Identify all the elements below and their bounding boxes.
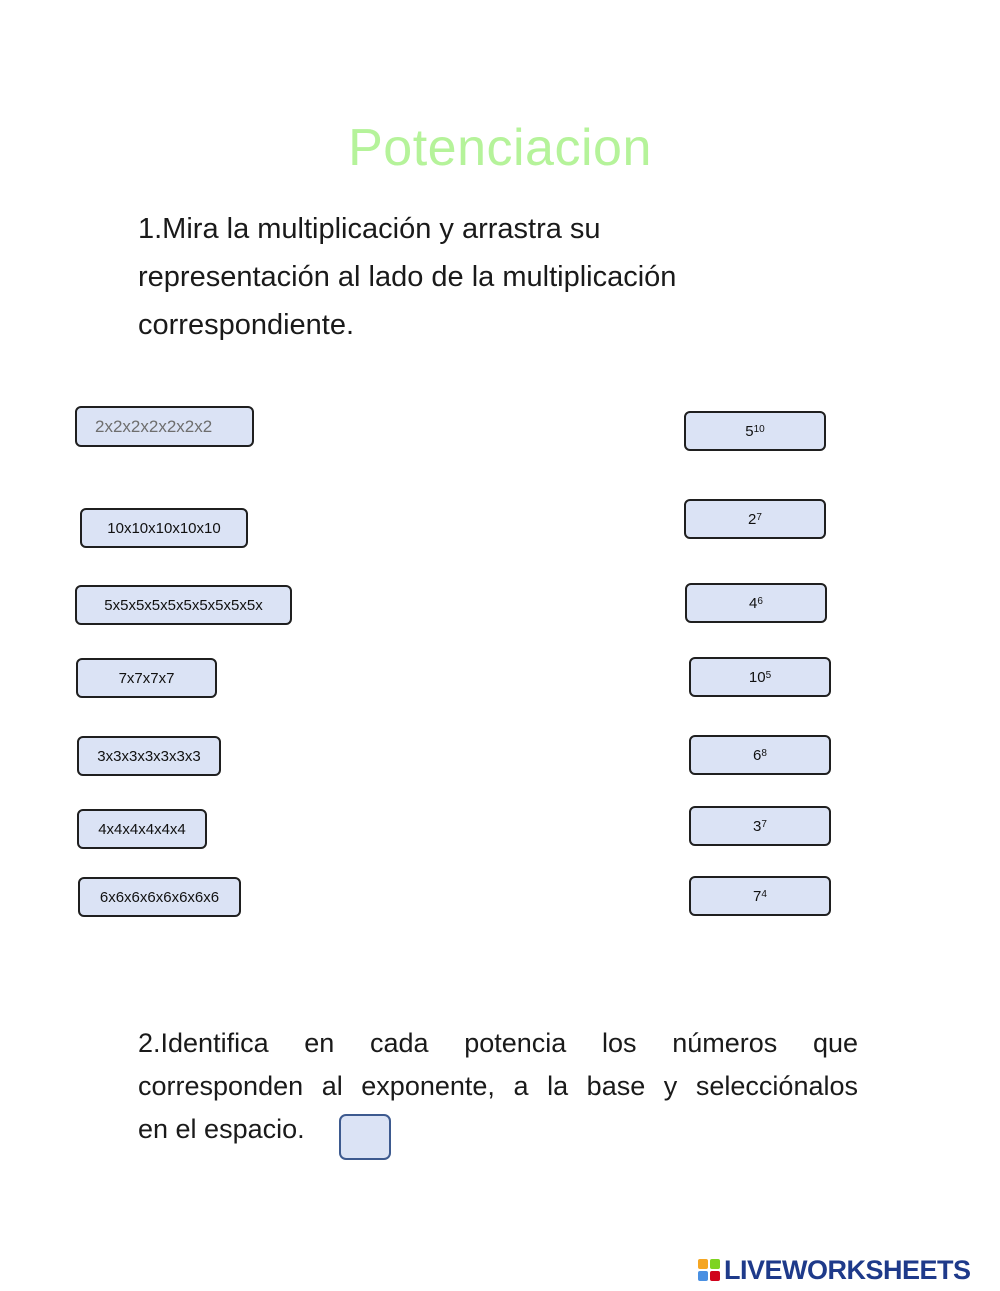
logo-block (698, 1259, 708, 1269)
question-1-line: representación al lado de la multiplicación (138, 261, 677, 293)
multiplication-drag-box[interactable]: 3x3x3x3x3x3x3 (77, 736, 221, 776)
power-base: 2 (748, 510, 757, 528)
logo-block (710, 1259, 720, 1269)
multiplication-drag-box[interactable]: 4x4x4x4x4x4 (77, 809, 207, 849)
power-exponent: 5 (765, 669, 772, 681)
power-drop-box[interactable] (689, 876, 831, 916)
power-base: 7 (753, 887, 762, 905)
power-drop-box[interactable] (684, 411, 826, 451)
question-2-line: 2.Identifica en cada potencia los números que (138, 1028, 858, 1058)
multiplication-drag-box[interactable]: 2x2x2x2x2x2x2 (75, 406, 254, 447)
logo-text: LIVEWORKSHEETS (724, 1254, 971, 1285)
question-2-line: en el espacio. (138, 1114, 305, 1144)
power-exponent: 8 (761, 747, 767, 759)
multiplication-drag-box[interactable]: 5x5x5x5x5x5x5x5x5x5x (75, 585, 292, 625)
power-drop-box[interactable] (685, 583, 827, 623)
power-base: 5 (745, 422, 754, 440)
answer-select-box[interactable] (339, 1114, 391, 1160)
power-base: 10 (748, 668, 766, 686)
power-drop-box[interactable] (689, 806, 831, 846)
power-exponent: 4 (761, 888, 767, 900)
question-2-line: corresponden al exponente, a la base y selecciónalos (138, 1071, 858, 1101)
power-drop-box[interactable] (684, 499, 826, 539)
power-base: 4 (749, 594, 758, 612)
multiplication-drag-box[interactable]: 10x10x10x10x10 (80, 508, 248, 548)
question-1-line: 1.Mira la multiplicación y arrastra su (138, 213, 601, 245)
question-2 (138, 1022, 858, 1151)
power-exponent: 7 (756, 511, 762, 523)
power-exponent: 7 (761, 818, 767, 830)
power-drop-box[interactable] (689, 657, 831, 697)
logo-block (698, 1271, 708, 1281)
question-1 (138, 205, 818, 349)
multiplication-drag-box[interactable]: 6x6x6x6x6x6x6x6 (78, 877, 241, 917)
power-exponent: 10 (753, 423, 765, 435)
page-title: Potenciacion (348, 119, 652, 177)
power-base: 6 (753, 746, 762, 764)
question-1-line: correspondiente. (138, 309, 355, 341)
power-exponent: 6 (757, 595, 763, 607)
logo-blocks-icon (698, 1259, 720, 1281)
multiplication-drag-box[interactable]: 7x7x7x7 (76, 658, 217, 698)
logo-block (710, 1271, 720, 1281)
power-drop-box[interactable] (689, 735, 831, 775)
liveworksheets-logo (698, 1254, 971, 1286)
power-base: 3 (753, 817, 762, 835)
